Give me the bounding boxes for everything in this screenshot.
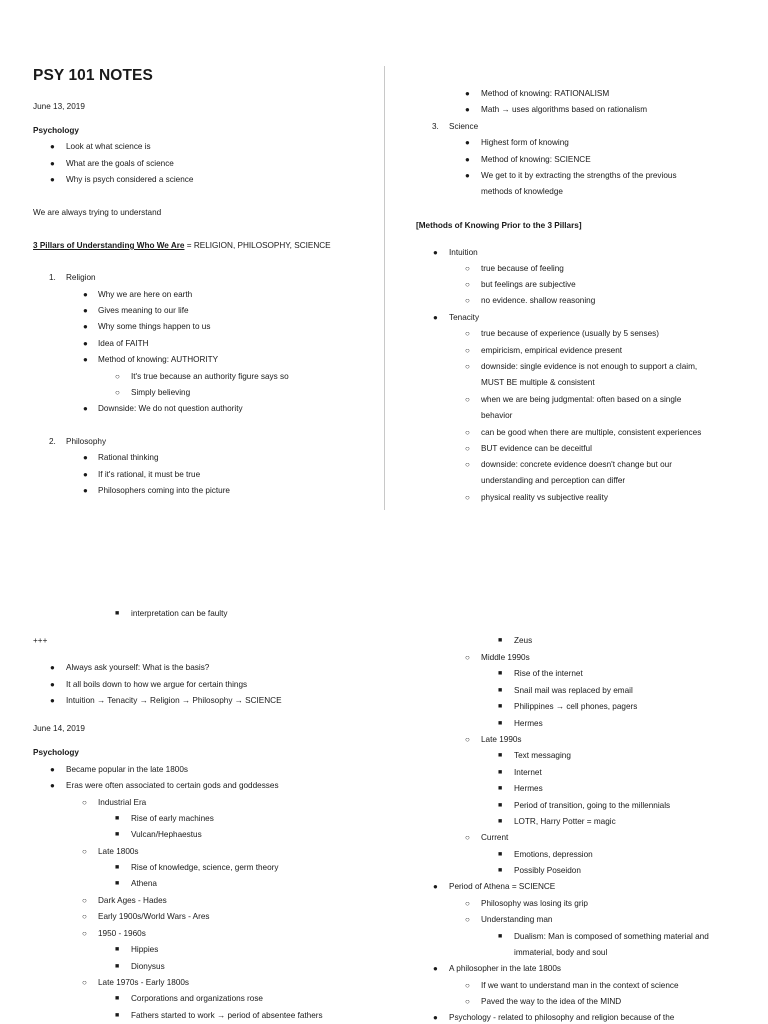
list-item: true because of experience (usually by 5 senses) xyxy=(481,329,659,338)
circle-bullet-icon: ○ xyxy=(82,847,87,856)
circle-bullet-icon: ○ xyxy=(115,372,120,381)
list-item: Period of Athena = SCIENCE xyxy=(449,882,556,891)
circle-bullet-icon: ○ xyxy=(465,280,470,289)
circle-bullet-icon: ○ xyxy=(465,735,470,744)
list-item-continued: understanding and perception can differ xyxy=(481,476,626,485)
column-divider xyxy=(384,66,385,510)
list-item-continued: MUST BE multiple & consistent xyxy=(481,378,595,387)
circle-bullet-icon: ○ xyxy=(82,798,87,807)
circle-bullet-icon: ○ xyxy=(465,653,470,662)
circle-bullet-icon: ○ xyxy=(82,896,87,905)
pillars-heading: 3 Pillars of Understanding Who We Are xyxy=(33,241,185,250)
separator-text: +++ xyxy=(33,636,48,645)
circle-bullet-icon: ○ xyxy=(82,912,87,921)
circle-bullet-icon: ○ xyxy=(465,981,470,990)
circle-bullet-icon: ○ xyxy=(465,833,470,842)
list-item: Philosophers coming into the picture xyxy=(98,486,230,495)
bullet-icon: ● xyxy=(83,470,88,479)
bullet-icon: ● xyxy=(465,105,470,114)
list-item: Rise of knowledge, science, germ theory xyxy=(131,863,279,872)
list-item: If we want to understand man in the context of science xyxy=(481,981,679,990)
list-item: Period of transition, going to the millennials xyxy=(514,801,671,810)
list-item: Eras were often associated to certain gods and goddesses xyxy=(66,781,279,790)
square-bullet-icon: ■ xyxy=(115,946,120,953)
list-number: 2. xyxy=(49,437,56,446)
square-bullet-icon: ■ xyxy=(115,864,120,871)
circle-bullet-icon: ○ xyxy=(465,428,470,437)
bullet-icon: ● xyxy=(83,355,88,364)
list-item: Late 1800s xyxy=(98,847,139,856)
list-item: Religion xyxy=(66,273,96,282)
paragraph: We are always trying to understand xyxy=(33,208,162,217)
list-item: Late 1970s - Early 1800s xyxy=(98,978,190,987)
square-bullet-icon: ■ xyxy=(498,637,503,644)
bullet-icon: ● xyxy=(50,696,55,705)
bullet-icon: ● xyxy=(83,404,88,413)
circle-bullet-icon: ○ xyxy=(465,915,470,924)
list-item: Psychology - related to philosophy and religion because of the xyxy=(449,1013,675,1022)
list-item: Became popular in the late 1800s xyxy=(66,765,188,774)
square-bullet-icon: ■ xyxy=(498,720,503,727)
list-item: BUT evidence can be deceitful xyxy=(481,444,592,453)
list-item: true because of feeling xyxy=(481,264,564,273)
circle-bullet-icon: ○ xyxy=(465,460,470,469)
list-item: Corporations and organizations rose xyxy=(131,994,263,1003)
list-item: Philosophy was losing its grip xyxy=(481,899,588,908)
list-item: Simply believing xyxy=(131,388,191,397)
list-item: Paved the way to the idea of the MIND xyxy=(481,997,622,1006)
list-item: empiricism, empirical evidence present xyxy=(481,346,623,355)
list-item: can be good when there are multiple, consistent experiences xyxy=(481,428,702,437)
circle-bullet-icon: ○ xyxy=(465,997,470,1006)
list-item: no evidence. shallow reasoning xyxy=(481,296,596,305)
date: June 13, 2019 xyxy=(33,102,85,111)
square-bullet-icon: ■ xyxy=(115,1012,120,1019)
list-item: but feelings are subjective xyxy=(481,280,576,289)
list-item: Vulcan/Hephaestus xyxy=(131,830,202,839)
square-bullet-icon: ■ xyxy=(498,703,503,710)
list-item: Fathers started to work → period of absentee fathers xyxy=(131,1011,323,1020)
square-bullet-icon: ■ xyxy=(498,933,503,940)
list-item: Text messaging xyxy=(514,751,571,760)
bullet-icon: ● xyxy=(50,765,55,774)
list-item: It's true because an authority figure says so xyxy=(131,372,289,381)
square-bullet-icon: ■ xyxy=(498,752,503,759)
list-item: when we are being judgmental: often based on a single xyxy=(481,395,682,404)
list-item: Dark Ages - Hades xyxy=(98,896,167,905)
bullet-icon: ● xyxy=(83,486,88,495)
list-item: Downside: We do not question authority xyxy=(98,404,243,413)
circle-bullet-icon: ○ xyxy=(82,929,87,938)
list-item: Rational thinking xyxy=(98,453,159,462)
list-item: A philosopher in the late 1800s xyxy=(449,964,561,973)
square-bullet-icon: ■ xyxy=(498,785,503,792)
square-bullet-icon: ■ xyxy=(115,815,120,822)
bullet-icon: ● xyxy=(50,142,55,151)
list-item: Method of knowing: RATIONALISM xyxy=(481,89,610,98)
square-bullet-icon: ■ xyxy=(498,769,503,776)
square-bullet-icon: ■ xyxy=(115,880,120,887)
square-bullet-icon: ■ xyxy=(498,851,503,858)
section-heading: Psychology xyxy=(33,126,79,135)
bullet-icon: ● xyxy=(465,89,470,98)
pillars-list: = RELIGION, PHILOSOPHY, SCIENCE xyxy=(184,241,331,250)
bullet-icon: ● xyxy=(50,680,55,689)
bullet-icon: ● xyxy=(465,138,470,147)
list-item: interpretation can be faulty xyxy=(131,609,228,618)
bullet-icon: ● xyxy=(83,339,88,348)
list-item: It all boils down to how we argue for certain things xyxy=(66,680,248,689)
list-item: Rise of the internet xyxy=(514,669,583,678)
list-item: Tenacity xyxy=(449,313,480,322)
list-item: Late 1990s xyxy=(481,735,522,744)
bullet-icon: ● xyxy=(83,306,88,315)
page-title: PSY 101 NOTES xyxy=(33,67,153,84)
list-number: 3. xyxy=(432,122,439,131)
list-item: Hermes xyxy=(514,784,543,793)
list-number: 1. xyxy=(49,273,56,282)
list-item: Hermes xyxy=(514,719,543,728)
list-item: Rise of early machines xyxy=(131,814,214,823)
circle-bullet-icon: ○ xyxy=(82,978,87,987)
square-bullet-icon: ■ xyxy=(498,867,503,874)
list-item-continued: immaterial, body and soul xyxy=(514,948,608,957)
square-bullet-icon: ■ xyxy=(498,802,503,809)
bullet-icon: ● xyxy=(433,882,438,891)
bullet-icon: ● xyxy=(83,290,88,299)
bullet-icon: ● xyxy=(50,159,55,168)
bullet-icon: ● xyxy=(83,453,88,462)
circle-bullet-icon: ○ xyxy=(465,296,470,305)
list-item: Philippines → cell phones, pagers xyxy=(514,702,638,711)
list-item: Early 1900s/World Wars - Ares xyxy=(98,912,210,921)
list-item: LOTR, Harry Potter = magic xyxy=(514,817,616,826)
circle-bullet-icon: ○ xyxy=(465,899,470,908)
circle-bullet-icon: ○ xyxy=(115,388,120,397)
date: June 14, 2019 xyxy=(33,724,85,733)
bullet-icon: ● xyxy=(433,1013,438,1022)
list-item: Philosophy xyxy=(66,437,107,446)
pillars-line xyxy=(33,240,331,251)
list-item: Method of knowing: AUTHORITY xyxy=(98,355,219,364)
list-item: Math → uses algorithms based on rationalism xyxy=(481,105,648,114)
list-item-continued: behavior xyxy=(481,411,513,420)
list-item: Snail mail was replaced by email xyxy=(514,686,633,695)
list-item: Middle 1990s xyxy=(481,653,530,662)
bullet-icon: ● xyxy=(433,313,438,322)
bullet-icon: ● xyxy=(465,171,470,180)
square-bullet-icon: ■ xyxy=(115,831,120,838)
list-item: Highest form of knowing xyxy=(481,138,569,147)
section-heading: Psychology xyxy=(33,748,79,757)
list-item: Dionysus xyxy=(131,962,165,971)
list-item: 1950 - 1960s xyxy=(98,929,146,938)
list-item: Internet xyxy=(514,768,542,777)
list-item: downside: concrete evidence doesn't change but our xyxy=(481,460,672,469)
list-item: We get to it by extracting the strengths of the previous xyxy=(481,171,677,180)
list-item: Why we are here on earth xyxy=(98,290,193,299)
list-item-continued: methods of knowledge xyxy=(481,187,563,196)
list-item: Zeus xyxy=(514,636,533,645)
list-item: Current xyxy=(481,833,509,842)
square-bullet-icon: ■ xyxy=(498,670,503,677)
list-item: Industrial Era xyxy=(98,798,147,807)
list-item: Why is psych considered a science xyxy=(66,175,194,184)
circle-bullet-icon: ○ xyxy=(465,329,470,338)
list-item: Dualism: Man is composed of something material and xyxy=(514,932,709,941)
list-item: Intuition xyxy=(449,248,478,257)
list-item: Intuition → Tenacity → Religion → Philosophy → SCIENCE xyxy=(66,696,282,705)
list-item: Look at what science is xyxy=(66,142,151,151)
circle-bullet-icon: ○ xyxy=(465,395,470,404)
square-bullet-icon: ■ xyxy=(115,963,120,970)
list-item: Athena xyxy=(131,879,157,888)
list-item: What are the goals of science xyxy=(66,159,174,168)
circle-bullet-icon: ○ xyxy=(465,346,470,355)
section-heading: [Methods of Knowing Prior to the 3 Pillars] xyxy=(416,221,582,230)
square-bullet-icon: ■ xyxy=(115,610,120,617)
circle-bullet-icon: ○ xyxy=(465,444,470,453)
bullet-icon: ● xyxy=(433,964,438,973)
list-item: Why some things happen to us xyxy=(98,322,211,331)
circle-bullet-icon: ○ xyxy=(465,362,470,371)
circle-bullet-icon: ○ xyxy=(465,264,470,273)
list-item: Understanding man xyxy=(481,915,553,924)
list-item: Emotions, depression xyxy=(514,850,593,859)
square-bullet-icon: ■ xyxy=(498,818,503,825)
list-item: Hippies xyxy=(131,945,159,954)
circle-bullet-icon: ○ xyxy=(465,493,470,502)
bullet-icon: ● xyxy=(50,781,55,790)
list-item: Possibly Poseidon xyxy=(514,866,581,875)
bullet-icon: ● xyxy=(50,175,55,184)
list-item: physical reality vs subjective reality xyxy=(481,493,608,502)
list-item: Science xyxy=(449,122,479,131)
list-item: Always ask yourself: What is the basis? xyxy=(66,663,210,672)
list-item: Method of knowing: SCIENCE xyxy=(481,155,591,164)
list-item: Gives meaning to our life xyxy=(98,306,189,315)
list-item: Idea of FAITH xyxy=(98,339,149,348)
square-bullet-icon: ■ xyxy=(115,995,120,1002)
bullet-icon: ● xyxy=(433,248,438,257)
bullet-icon: ● xyxy=(83,322,88,331)
bullet-icon: ● xyxy=(465,155,470,164)
bullet-icon: ● xyxy=(50,663,55,672)
square-bullet-icon: ■ xyxy=(498,687,503,694)
list-item: If it's rational, it must be true xyxy=(98,470,201,479)
list-item: downside: single evidence is not enough to support a claim, xyxy=(481,362,698,371)
